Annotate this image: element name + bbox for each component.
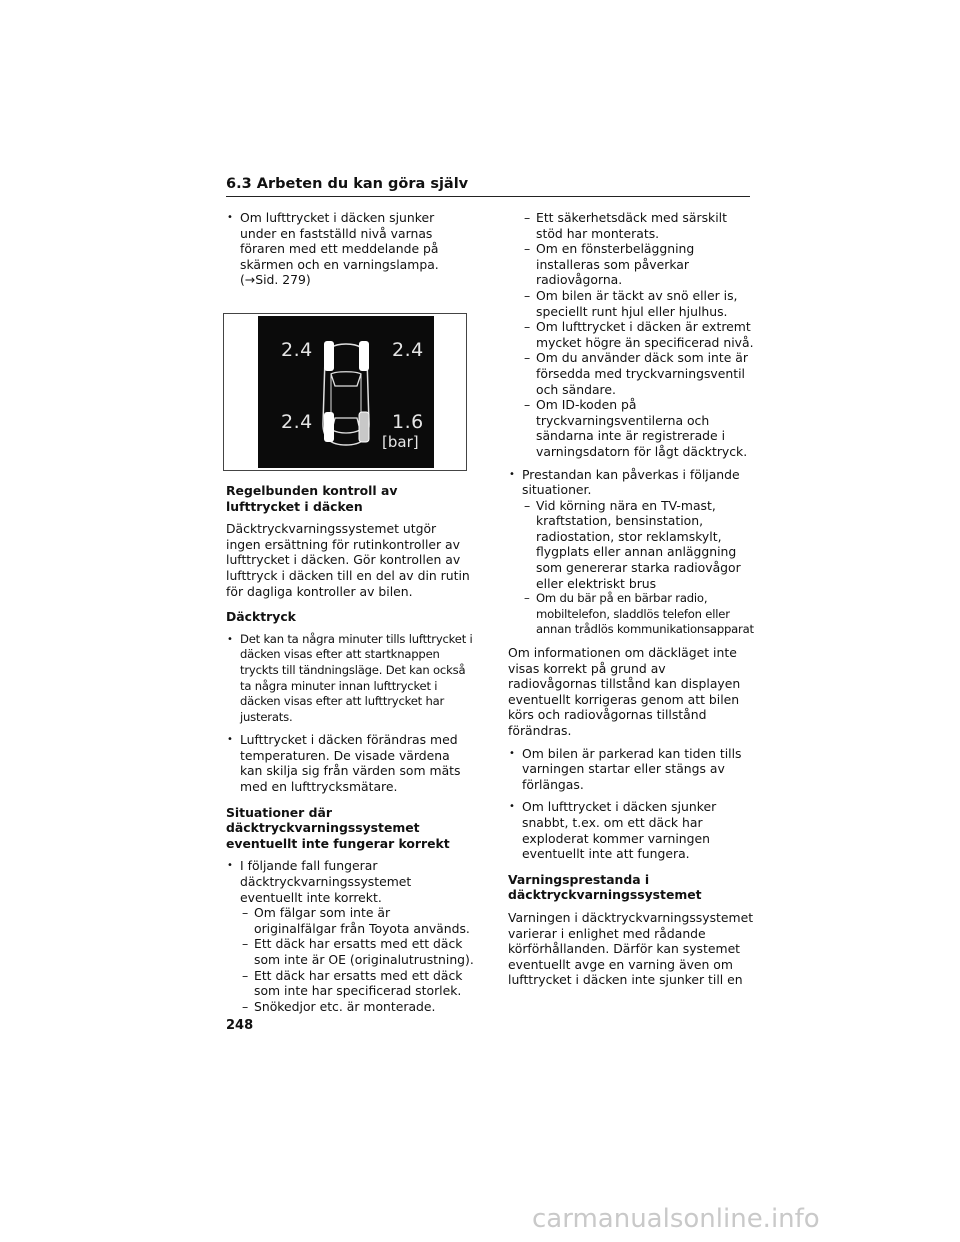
performance-bullet-text: Prestandan kan påverkas i följande situationer. [522, 466, 740, 498]
intro-bullet: • Om lufttrycket i däcken sjunker under en fastställd nivå varnas föraren med ett meddelande på skärmen och en varningslampa. (→Sid. 279) [226, 210, 474, 288]
timing-list [508, 746, 756, 862]
tire-pressure-display [258, 316, 434, 468]
front-right-tire-icon [359, 341, 369, 371]
dash-item: – Ett säkerhetsdäck med särskilt stöd har monterats. [524, 210, 756, 241]
pressure-unit: [bar] [382, 432, 419, 451]
page-number: 248 [226, 1018, 254, 1033]
dash-item: – Om fälgar som inte är originalfälgar från Toyota används. [242, 905, 474, 936]
tire-pressure-figure [223, 313, 467, 471]
para-regular-check: Däcktryckvarningssystemet utgör ingen ersättning för rutinkontroller av lufttrycket i däcken. Gör kontrollen av lufttryck i däcken till en del av din rutin för dagliga kontroller av bilen. [226, 521, 470, 599]
dash-item: – Snökedjor etc. är monterade. [242, 999, 474, 1015]
car-topview-icon [258, 316, 434, 468]
heading-tire-pressure: Däcktryck [226, 609, 296, 625]
situations-bullet-text: I följande fall fungerar däcktryckvarningssystemet eventuellt inte korrekt. [240, 858, 412, 905]
front-left-pressure: 2.4 [281, 338, 313, 361]
dash-item: – Om du använder däck som inte är försedda med tryckvarningsventil och sändare. [524, 350, 756, 397]
dash-item: – Om ID-koden på tryckvarningsventilerna och sändarna inte är registrerade i varningsdatorn för lågt däcktryck. [524, 397, 756, 459]
situations-list [226, 858, 474, 1014]
performance-bullet [508, 467, 756, 639]
continued-dash-list [508, 210, 756, 460]
intro-list [226, 210, 474, 288]
dash-item: – Om bilen är täckt av snö eller is, speciellt runt hjul eller hjulhus. [524, 288, 756, 319]
dash-item: – Ett däck har ersatts med ett däck som inte är OE (originalutrustning). [242, 936, 474, 967]
pressure-bullet-2: • Lufttrycket i däcken förändras med temperaturen. De visade värdena kan skilja sig från värden som mäts med en lufttrycksmätare. [226, 732, 474, 794]
pressure-bullet-1: • Det kan ta några minuter tills lufttrycket i däcken visas efter att startknappen tryckts till tändningsläge. Det kan också ta några minuter innan lufttrycket i däcken visas efter att lufttrycket har justerats. [226, 632, 474, 726]
front-left-tire-icon [324, 341, 334, 371]
performance-list [508, 467, 756, 639]
heading-warning-performance: Varningsprestanda i däcktryckvarningssystemet [508, 871, 702, 903]
section-title: 6.3 Arbeten du kan göra själv [226, 176, 750, 197]
dash-item: – Om en fönsterbeläggning installeras som påverkar radiovågorna. [524, 241, 756, 288]
dash-item: – Om lufttrycket i däcken är extremt mycket högre än specificerad nivå. [524, 319, 756, 350]
front-right-pressure: 2.4 [392, 338, 424, 361]
pressure-drop-bullet: • Om lufttrycket i däcken sjunker snabbt, t.ex. om ett däck har exploderat kommer varningen eventuellt inte att fungera. [508, 799, 756, 861]
situations-dash-list [226, 905, 474, 1014]
parked-bullet: • Om bilen är parkerad kan tiden tills varningen startar eller stängs av förlängas. [508, 746, 756, 793]
rear-left-tire-icon [324, 412, 334, 442]
site-watermark: carmanualsonline.info [532, 1204, 820, 1234]
dash-item: – Om du bär på en bärbar radio, mobiltelefon, sladdlös telefon eller annan trådlös kommunikationsapparat [524, 591, 756, 638]
pressure-list [226, 632, 474, 795]
performance-dash-list [522, 498, 756, 638]
left-column [226, 210, 474, 1021]
para-warning-performance: Varningen i däcktryckvarningssystemet varierar i enlighet med rådande körförhållanden. Därför kan systemet eventuellt avge en varning även om lufttrycket i däcken inte sjunker till en [508, 909, 754, 988]
rear-right-pressure: 1.6 [392, 410, 424, 433]
rear-right-tire-icon [359, 412, 369, 442]
dash-item: – Vid körning nära en TV-mast, kraftstation, bensinstation, radiostation, stor reklamskylt, flygplats eller annan anläggning som genererar starka radiovågor eller elektriskt brus [524, 498, 756, 592]
dash-item: – Ett däck har ersatts med ett däck som inte har specificerad storlek. [242, 968, 474, 999]
right-column [508, 210, 756, 995]
rear-left-pressure: 2.4 [281, 410, 313, 433]
para-radio-info: Om informationen om däckläget inte visas korrekt på grund av radiovågornas tillstånd kan displayen eventuellt korrigeras genom att bilen körs och radiovågornas tillstånd förändras. [508, 645, 741, 738]
situations-bullet [226, 858, 474, 1014]
heading-regular-check: Regelbunden kontroll av lufttrycket i däcken [226, 482, 398, 514]
heading-situations: Situationer där däcktryckvarningssystemet eventuellt inte fungerar korrekt [226, 804, 450, 851]
